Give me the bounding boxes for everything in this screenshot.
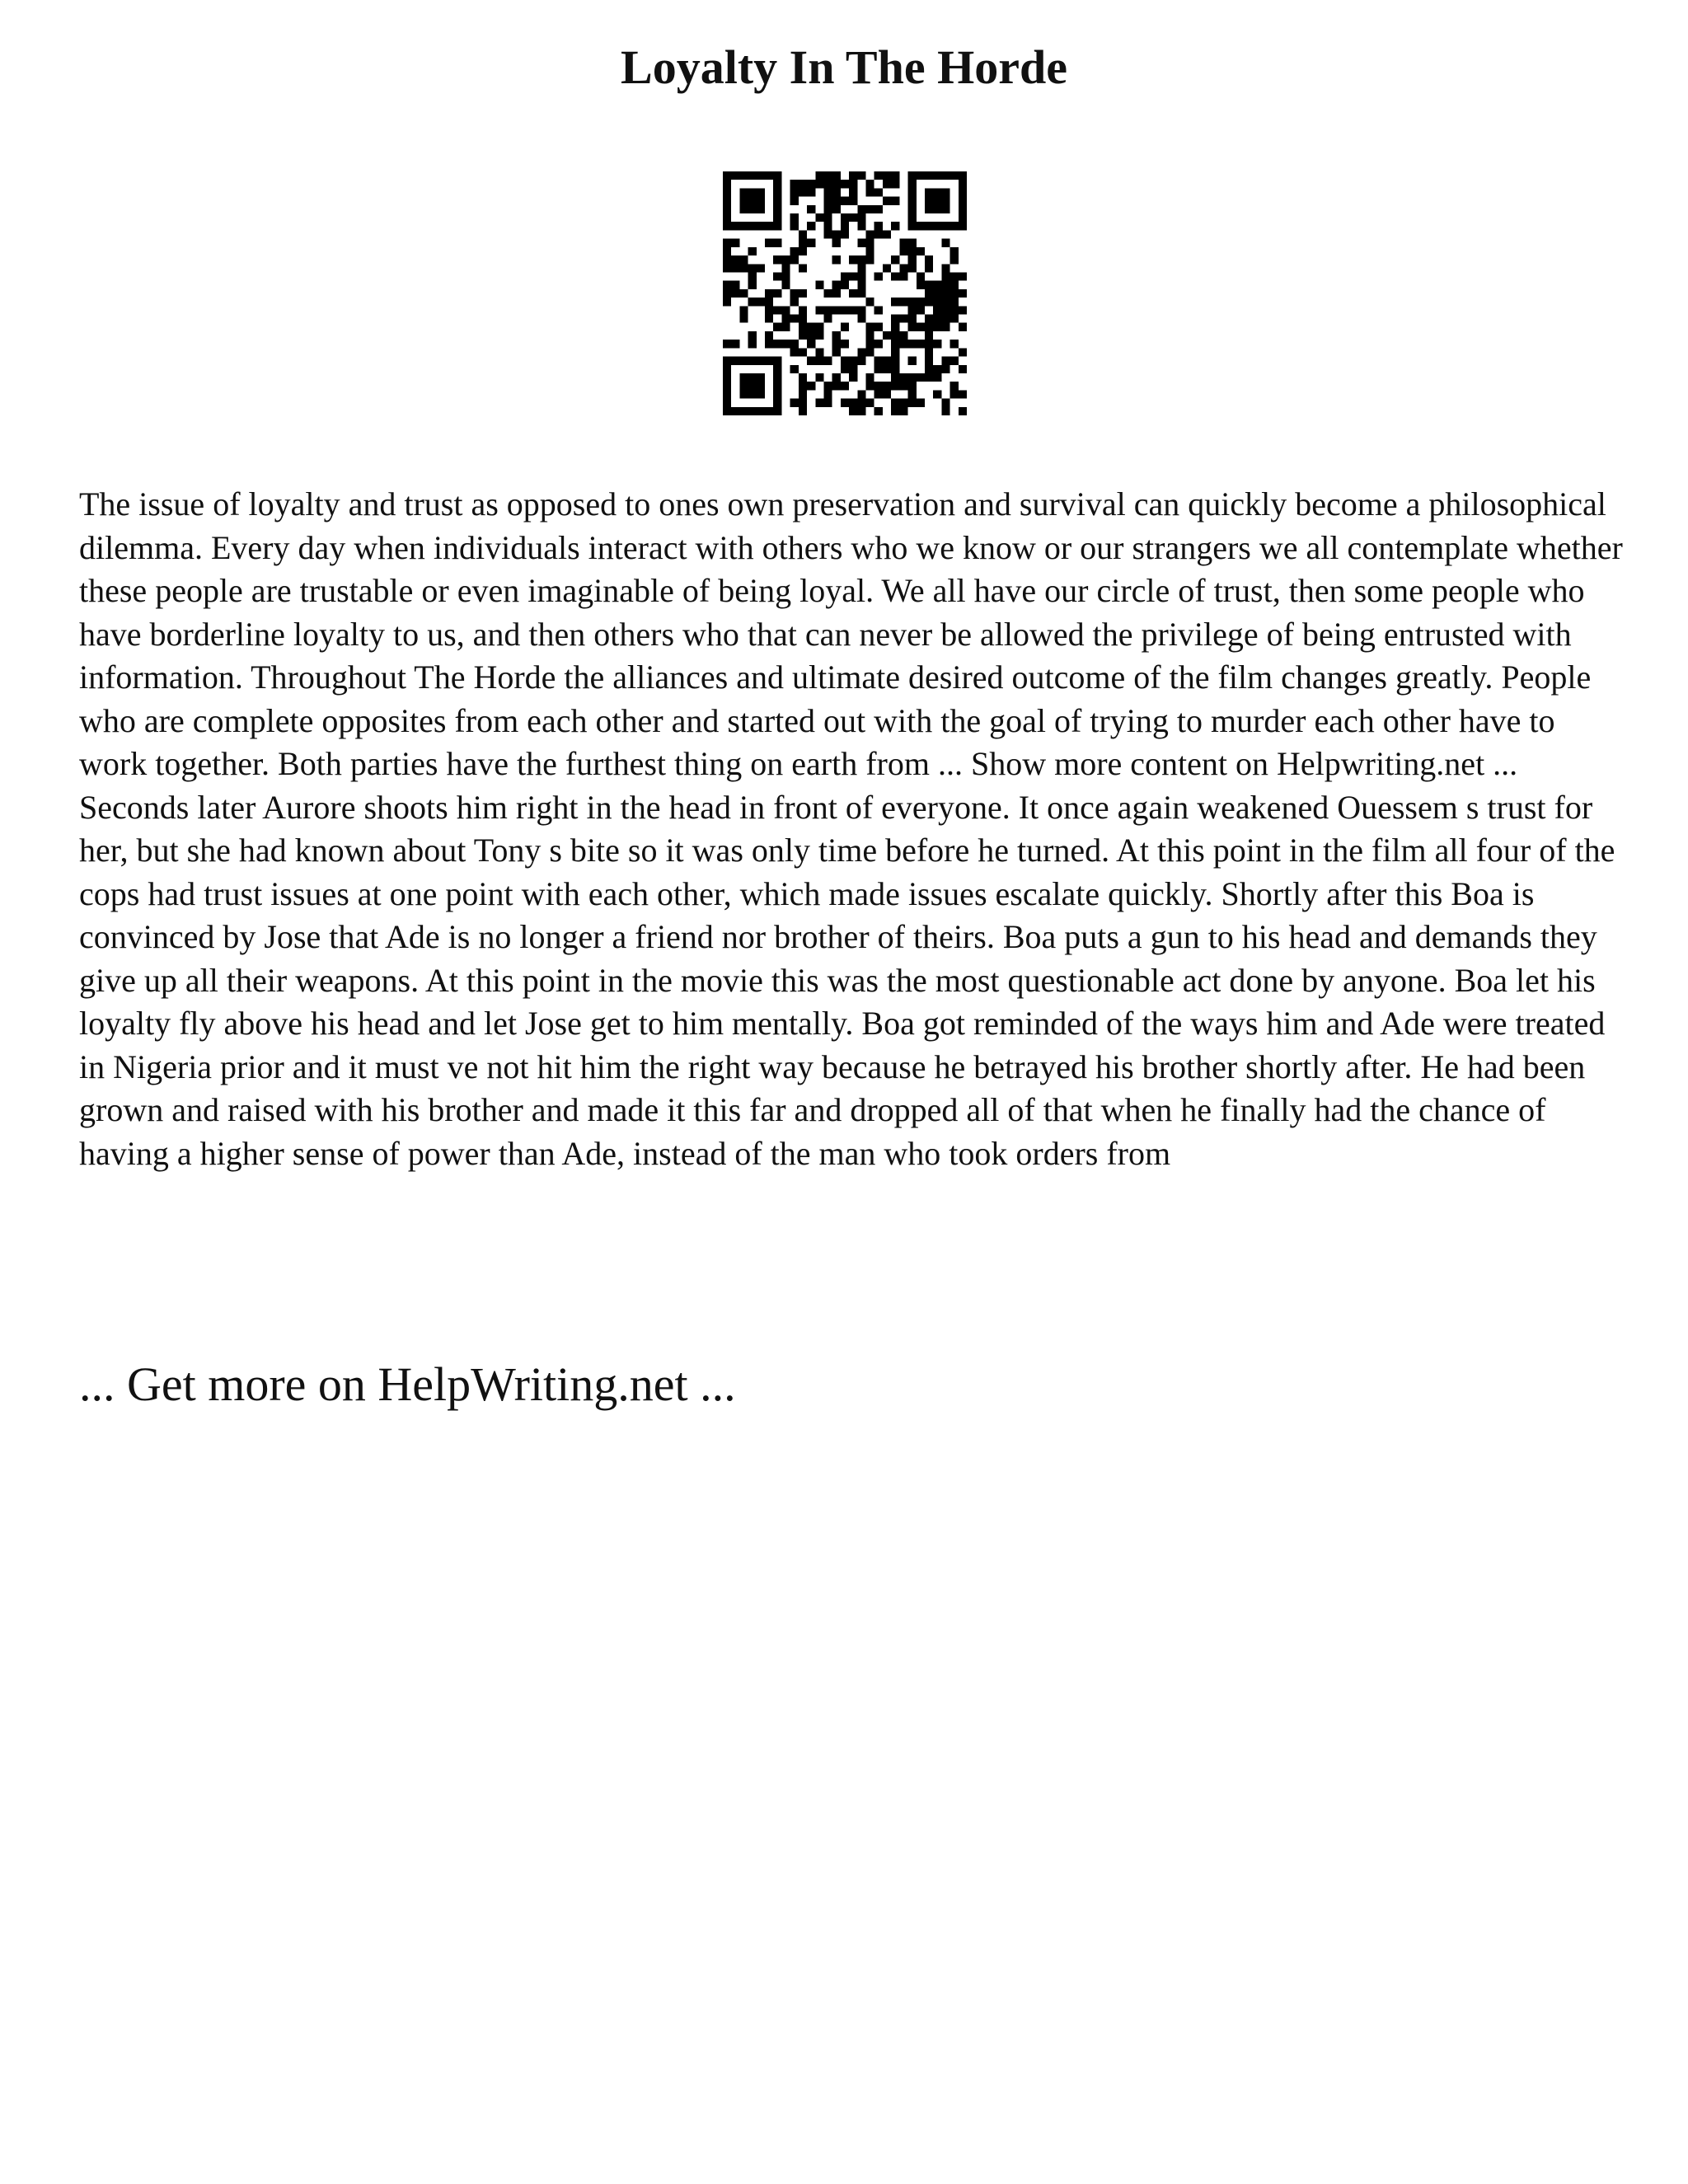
body-paragraph-1: The issue of loyalty and trust as opposed to ones own preservation and survival can quickly become a philosophical dilemma. Every day when individuals interact with others who we know or our strangers we all contemplate whether these people are trustable or even imaginable of being loyal. We all have our circle of trust, then some people who have borderline loyalty to us, and then others who that can never be allowed the privilege of being entrusted with information. Throughout The Horde the alliances and ultimate desired outcome of the film changes greatly. People who are complete opposites from each other and started out with the goal of trying to murder each other have to work together. Both parties have the furthest thing on earth from ... Show more content on Helpwriting.net ... bbox=[79, 485, 1623, 782]
body-paragraph-2: Seconds later Aurore shoots him right in the head in front of everyone. It once again weakened Ouessem s trust for her, but she had known about Tony s bite so it was only time before he turned. At this point in the film all four of the cops had trust issues at one point with each other, which made issues escalate quickly. Shortly after this Boa is convinced by Jose that Ade is no longer a friend nor brother of theirs. Boa puts a gun to his head and demands they give up all their weapons. At this point in the movie this was the most questionable act done by anyone. Boa let his loyalty fly above his head and let Jose get to him mentally. Boa got reminded of the ways him and Ade were treated in Nigeria prior and it must ve not hit him the right way because he betrayed his brother shortly after. He had been grown and raised with his brother and made it this far and dropped all of that when he finally had the chance of having a higher sense of power than Ade, instead of the man who took orders from bbox=[79, 788, 1615, 1172]
document-body bbox=[79, 483, 1629, 1175]
get-more-link[interactable]: ... Get more on HelpWriting.net ... bbox=[79, 1357, 736, 1411]
qr-code-icon bbox=[723, 171, 967, 415]
document-title: Loyalty In The Horde bbox=[621, 40, 1067, 94]
